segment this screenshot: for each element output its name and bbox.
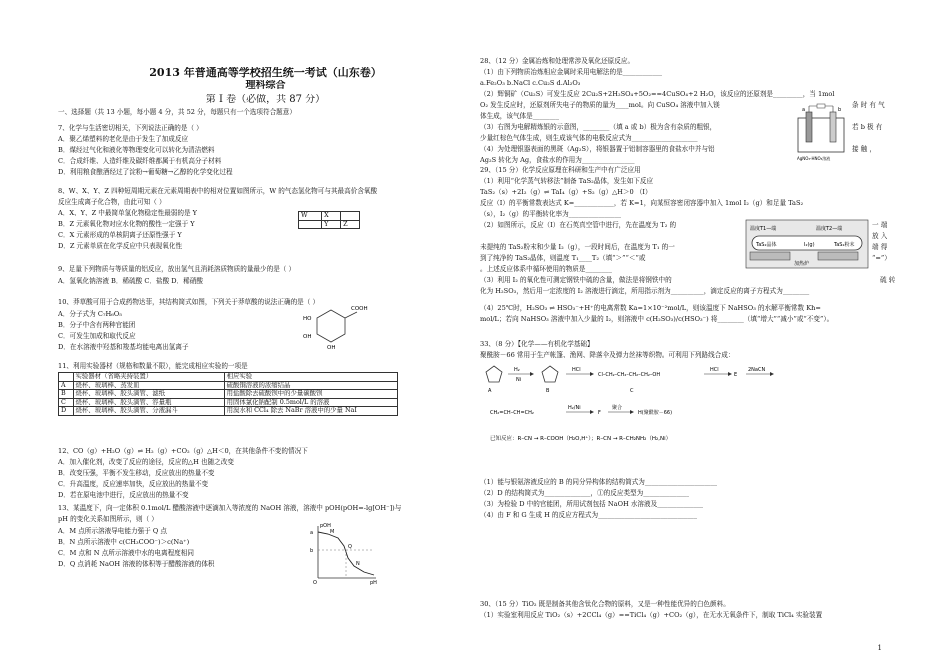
table-cell: B	[59, 390, 74, 399]
table-header	[59, 373, 74, 382]
q29-part2: （2）如图所示，反应（I）在石英真空管中进行，先在温度为 T₂ 的	[480, 221, 677, 229]
q13-option-a: A．M 点所示溶液导电能力强于 Q 点	[58, 527, 167, 535]
graph-label: a	[310, 530, 314, 536]
q10-option-c: C．可发生加成和取代反应	[58, 332, 136, 340]
fig-label: 温度T2—端	[816, 226, 843, 232]
q29-side-text: 放 入	[872, 232, 888, 240]
struct-label: OH	[303, 334, 312, 340]
synthesis-route-scheme	[480, 360, 890, 450]
section-heading: 第 I 卷（必做，共 87 分）	[205, 94, 326, 105]
q28-stem: 28、（12 分）金属冶炼和处理常涉及氧化还原反应。	[480, 57, 635, 65]
table-cell: 用固体氯化钠配制 0.5mol/L 的溶液	[224, 398, 397, 407]
reagent-label: 2NaCN	[748, 367, 766, 373]
table-row	[59, 407, 398, 416]
reagent-label: 聚合	[612, 405, 623, 411]
q33-intro: 聚酰胺－66 常用于生产帐篷、渔网、降落伞及弹力丝袜等织物。可利用下列路线合成：	[480, 351, 735, 359]
page-number: 1	[877, 644, 882, 652]
known-reaction: 已知反应：R–CN → R–COOH（H₂O,H⁺）；R–CN → R–CH₂NH₂（H₂,Ni）	[490, 436, 672, 442]
instructions: 一、选择题（共 13 小题，每小题 4 分，共 52 分，每题只有一个选项符合题意）	[58, 108, 296, 116]
q29-side-text: 端 得	[872, 243, 888, 251]
graph-label: b	[310, 548, 314, 554]
table-cell: 烧杯、玻璃棒、胶头滴管、分液漏斗	[73, 407, 224, 416]
q8-periodic-grid	[298, 211, 360, 229]
q33-part2: （2）D 的结构简式为______________，①的反应类型为______________	[480, 489, 690, 497]
q28-part3b: 少量红棕色气体生成，则生成该气体的电极反应式为____________________	[480, 134, 698, 142]
q10-option-a: A．分子式为 C₇H₆O₅	[58, 310, 122, 318]
q33-part4: （4）由 F 和 G 生成 H 的反应方程式为______________________________	[480, 511, 697, 519]
q33-part1: （1）能与银氨溶液反应的 B 的同分异构体的结构简式为______________________	[480, 478, 718, 486]
table-cell: D	[59, 407, 74, 416]
q28-part4: （4）为处理银器表面的黑斑（Ag₂S），将银器置于铝制容器里的食盐水中并与铝	[480, 145, 715, 153]
graph-label: M	[330, 529, 335, 535]
q29-stem: 29、（15 分）化学反应原理在科研和生产中有广泛应用	[480, 166, 641, 174]
grid-cell: X	[322, 212, 341, 221]
q28-side-text: 条 时 有 气	[852, 101, 885, 109]
fig-label: TaS₂粉末	[834, 242, 855, 248]
q8-option-d: D．Z 元素单质在化学反应中只表现氧化性	[58, 242, 183, 250]
q28-part1: （1）由下列物质冶炼相应金属时采用电解法的是____________	[480, 68, 663, 76]
table-header: 相应实验	[224, 373, 397, 382]
q13-option-b: B．N 点所示溶液中 c(CH₃COO⁻)＞c(Na⁺)	[58, 538, 190, 546]
q9-options: A．氢氧化钠溶液 B．稀硫酸 C．盐酸 D．稀硝酸	[58, 277, 203, 285]
q28-part4b: Ag₂S 转化为 Ag，食盐水的作用为________________	[480, 156, 635, 164]
q7-option-b: B．煤经过气化和液化等物理变化可以转化为清洁燃料	[58, 146, 215, 154]
q28-part1-options: a.Fe₂O₃ b.NaCl c.Cu₂S d.Al₂O₃	[480, 79, 581, 87]
shikimic-acid-structure	[303, 304, 373, 350]
q12-option-d: D．若在原电池中进行，反应放出的热量不变	[58, 491, 189, 499]
q30-stem: 30、（15 分）TiO₂ 既是制备其他含钛化合物的原料，又是一种性能优异的白色颜料。	[480, 600, 730, 608]
q33-part3: （3）为检验 D 中的官能团，所用试剂包括 NaOH 水溶液及______________	[480, 500, 704, 508]
table-cell: 用盐酸除去硫酸钡中的少量碳酸钡	[224, 390, 397, 399]
q11-table	[58, 372, 398, 416]
q12-option-a: A．加入催化剂，改变了反应的途径，反应的△H 也随之改变	[58, 458, 234, 466]
q7-stem: 7、化学与生活密切相关，下列说法正确的是（ ）	[58, 124, 203, 132]
quartz-tube-figure	[744, 218, 870, 270]
reagent-label: Ni	[516, 377, 522, 383]
table-cell: 烧杯、玻璃棒、蒸发皿	[73, 381, 224, 390]
compound-letter: A	[488, 388, 492, 394]
q28-part2c: 体生成，该气体是________	[480, 112, 560, 120]
compound-label: F	[598, 410, 601, 416]
electrolysis-figure	[794, 104, 848, 162]
graph-label: pOH	[320, 523, 331, 529]
q12-stem: 12、CO（g）+H₂O（g）⇌ H₂（g）+CO₂（g）△H＜0，在其他条件不变的情况下	[58, 447, 308, 455]
q7-option-c: C．合成纤维、人造纤维及碳纤维都属于有机高分子材料	[58, 157, 222, 165]
q7-option-a: A．聚乙烯塑料的老化是由于发生了加成反应	[58, 135, 189, 143]
table-cell: 硫酸铜溶液的浓缩结晶	[224, 381, 397, 390]
grid-cell: Y	[322, 220, 341, 229]
table-cell: A	[59, 381, 74, 390]
q29-part4: （4）25℃时，H₂SO₃ ⇌ HSO₃⁻+H⁺的电离常数 Ka=1×10⁻²mol/L，则该温度下 NaHSO₃ 的水解平衡常数 Kh=	[480, 304, 821, 312]
q28-part2b: O₂ 发生反应时，还原剂所失电子的物质的量为____mol。向 CuSO₄ 溶液中加入镁	[480, 101, 720, 109]
q8-option-a: A．X、Y、Z 中最简单氢化物稳定性最弱的是 Y	[58, 209, 198, 217]
q7-option-d: D．利用粮食酿酒经过了淀粉→葡萄糖→乙醇的化学变化过程	[58, 168, 233, 176]
q28-side-text: 接 触 ，	[852, 145, 876, 153]
graph-label: O	[313, 580, 317, 586]
grid-cell: Z	[341, 220, 360, 229]
q29-part1: （1）利用“化学蒸气转移法”制备 TaS₂晶体，发生如下反应	[480, 177, 654, 185]
compound-label: H(聚酰胺－66)	[638, 410, 673, 416]
q29-side-text: 硫 转	[880, 276, 896, 284]
electrode-label: a	[802, 107, 806, 113]
table-cell: 烧杯、玻璃棒、胶头滴管、滤纸	[73, 390, 224, 399]
q28-side-text: 若 b 极 有	[852, 123, 883, 131]
compound-letter: B	[546, 388, 550, 394]
q29-part2d: 。上述反应体系中循环使用的物质是________	[480, 265, 612, 273]
q29-part2b: 未提纯的 TaS₂粉末和少量 I₂（g），一段时间后，在温度为 T₁ 的一	[480, 243, 675, 251]
q28-part2: （2）辉铜矿（Cu₂S）可发生反应 2Cu₂S+2H₂SO₄+5O₂==4CuSO₄+2 H₂O，该反应的还原剂是_________，当 1mol	[480, 90, 835, 98]
q29-part4b: mol/L；若向 NaHSO₃ 溶液中加入少量的 I₂，则溶液中 c(H₂SO₃)/c(HSO₃⁻) 将________（填“增大”“减小”或“不变”）。	[480, 315, 834, 323]
reagent-label: HCl	[710, 367, 719, 373]
struct-label: OH	[327, 345, 336, 351]
compound-letter: C	[630, 388, 634, 394]
q12-option-c: C．升高温度，反应速率加快，反应放出的热量不变	[58, 480, 209, 488]
q12-option-b: B．改变压强，平衡不发生移动，反应放出的热量不变	[58, 469, 215, 477]
table-row	[59, 390, 398, 399]
graph-label: Q	[348, 544, 352, 550]
grid-cell	[299, 220, 322, 229]
grid-cell	[341, 212, 360, 221]
q29-part2c: 到了纯净的 TaS₂晶体，则温度 T₁____T₂（填“＞”“＜”或	[480, 254, 646, 262]
q29-part1b: 反应（I）的平衡常数表达式 K=____________，若 K=1，向某恒容密闭容器中加入 1mol I₂（g）和足量 TaS₂	[480, 199, 804, 207]
q13-stem-2: pH 的变化关系如图所示，则（ ）	[58, 515, 158, 523]
q10-option-b: B．分子中含有两种官能团	[58, 321, 136, 329]
q8-option-b: B．Z 元素氧化物对应水化物的酸性一定强于 Y	[58, 220, 195, 228]
q8-stem: 8、W、X、Y、Z 四种短周期元素在元素周期表中的相对位置如图所示，W 的气态氢化物可与其最高价含氧酸	[58, 187, 378, 195]
q10-option-d: D．在水溶液中羟基和羧基均能电离出氢离子	[58, 343, 189, 351]
q11-stem: 11、利用实验器材（规格和数量不限），能完成相应实验的一项是	[58, 362, 248, 370]
q29-reaction: TaS₂（s）+2I₂（g）⇌ TaI₄（g）+S₂（g）△H＞0 （I）	[480, 188, 652, 196]
q9-stem: 9、足量下列物质与等质量的铝反应，放出氢气且消耗溶质物质的量最少的是（ ）	[58, 265, 296, 273]
fig-label: I₂(g)	[804, 242, 815, 248]
q29-part3b: 化为 H₂SO₃，然后用一定浓度的 I₂ 溶液进行滴定，所用指示剂为__________，滴定反应的离子方程式为________	[480, 287, 810, 295]
compound-label: CH₂=CH–CH=CH₂	[490, 410, 534, 416]
q13-poh-ph-graph	[310, 522, 380, 584]
page-title: 2013 年普通高等学校招生统一考试（山东卷）	[149, 67, 382, 79]
fig-label: 加热炉	[794, 261, 810, 267]
q13-stem: 13、某温度下，向一定体积 0.1mol/L 醋酸溶液中逐滴加入等浓度的 NaOH 溶液，溶液中 pOH(pOH=-lg[OH⁻])与	[58, 504, 402, 512]
q33-stem: 33、（8 分）【化学——有机化学基础】	[480, 340, 594, 348]
fig-label: 温度T1—端	[750, 226, 777, 232]
q28-part3: （3）右图为电解精炼银的示意图，________（填 a 或 b）极为含有杂质的粗银，	[480, 123, 717, 131]
q29-part3: （3）利用 I₂ 的氧化性可测定钢铁中硫的含量，做法是将钢铁中的	[480, 276, 672, 284]
q8-stem-2: 反应生成离子化合物，由此可知（ ）	[58, 198, 166, 206]
table-cell: C	[59, 398, 74, 407]
table-cell: 烧杯、玻璃棒、胶头滴管、容量瓶	[73, 398, 224, 407]
graph-label: N	[356, 561, 360, 567]
compound-label: E	[734, 372, 738, 378]
fig-label: TaS₂晶体	[756, 242, 777, 248]
q13-option-c: C．M 点和 N 点所示溶液中水的电离程度相同	[58, 549, 194, 557]
q10-stem: 10、莽草酸可用于合成药物达菲，其结构简式如图，下列关于莽草酸的说法正确的是（ ）	[58, 298, 320, 306]
table-header: 实验器材（省略夹持装置）	[73, 373, 224, 382]
struct-label: HO	[303, 316, 312, 322]
reagent-label: HCl	[572, 367, 581, 373]
reagent-label: H₂	[514, 367, 520, 373]
q8-option-c: C．X 元素形成的单核阴离子还原性强于 Y	[58, 231, 182, 239]
table-cell: 用溴水和 CCl₄ 除去 NaBr 溶液中的少量 NaI	[224, 407, 397, 416]
grid-cell: W	[299, 212, 322, 221]
electrode-label: b	[838, 107, 842, 113]
graph-label: pH	[370, 580, 377, 586]
compound-label: Cl–CH₂–CH₂–CH₂–CH₂–OH	[598, 372, 661, 378]
struct-label: COOH	[351, 306, 368, 312]
q13-option-d: D．Q 点消耗 NaOH 溶液的体积等于醋酸溶液的体积	[58, 560, 215, 568]
q29-side-text: “=”）	[872, 254, 891, 262]
q30-part1: （1）实验室利用反应 TiO₂（s）+2CCl₄（g）==TiCl₄（g）+CO₂（g），在无水无氧条件下，制取 TiCl₄ 实验装置	[480, 611, 823, 619]
reagent-label: H₂/Ni	[568, 405, 581, 411]
solution-label: AgNO₃-HNO₃溶液	[797, 156, 831, 161]
q29-side-text: 一 端	[872, 221, 888, 229]
q29-part1c: （s），I₂（g）的平衡转化率为________________	[480, 210, 622, 218]
page-subtitle: 理科综合	[245, 80, 286, 91]
